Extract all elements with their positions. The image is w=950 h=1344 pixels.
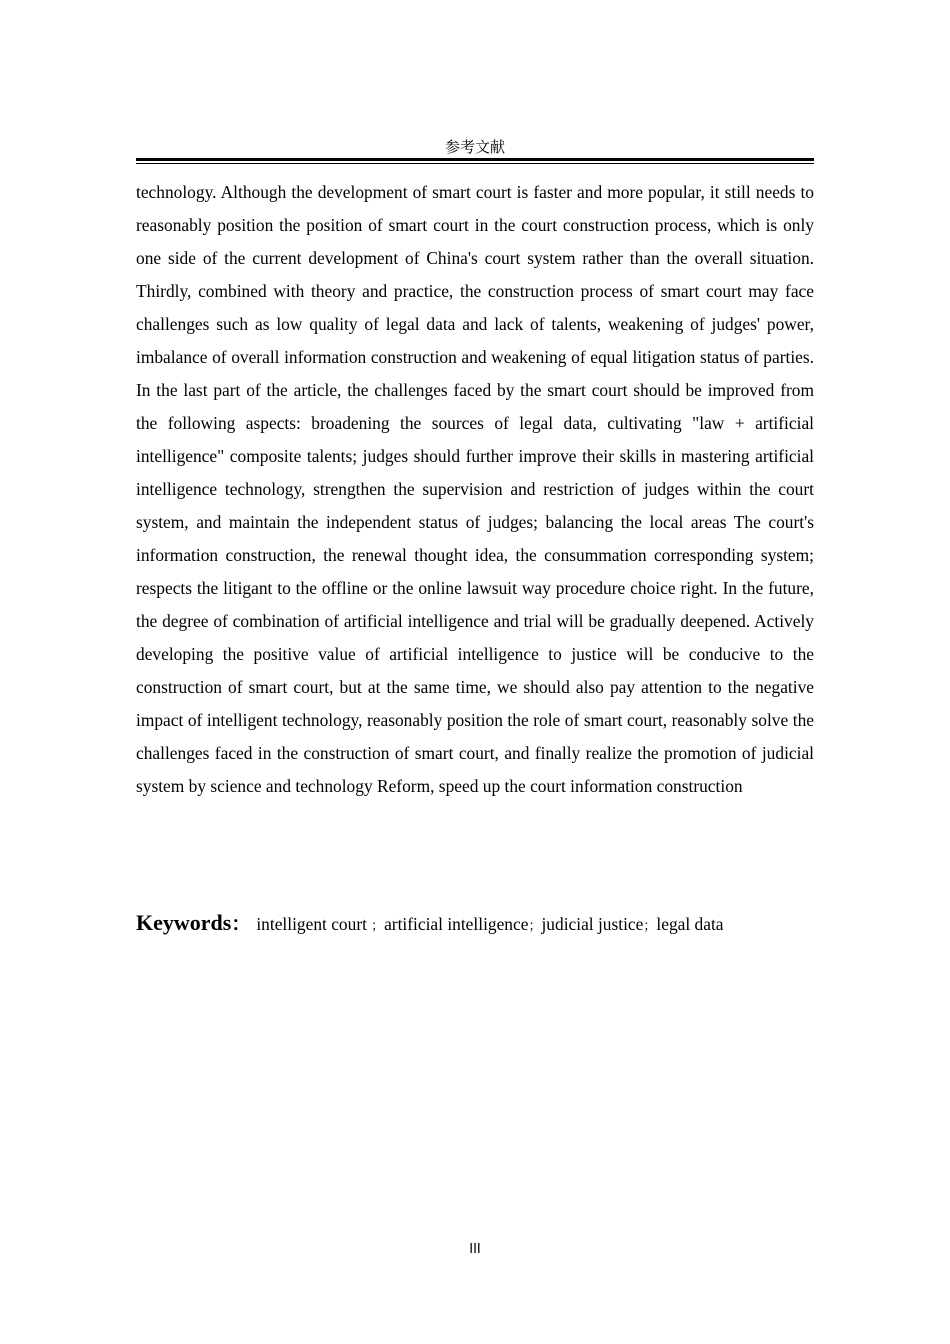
keyword-item: judicial justice	[541, 914, 644, 934]
keyword-separator: ；	[366, 919, 385, 934]
abstract-paragraph: technology. Although the development of smart court is faster and more popular, it still needs to reasonably position the position of smart court in the court construction process, which is only one side of the current development of China's court system rather than the overall situation. Thirdly, combined with theory and practice, the construction process of smart court may face challenges such as low quality of legal data and lack of talents, weakening of judges' power, imbalance of overall information construction and weakening of equal litigation status of parties. In the last part of the article, the challenges faced by the smart court should be improved from the following aspects: broadening the sources of legal data, cultivating "law + artificial intelligence" composite talents; judges should further improve their skills in mastering artificial intelligence technology, strengthen the supervision and restriction of judges within the court system, and maintain the independent status of judges; balancing the local areas The court's information construction, the renewal thought idea, the consummation corresponding system; respects the litigant to the offline or the online lawsuit way procedure choice right. In the future, the degree of combination of artificial intelligence and trial will be gradually deepened. Actively developing the positive value of artificial intelligence to justice will be conducive to the construction of smart court, but at the same time, we should also pay attention to the negative impact of intelligent technology, reasonably position the role of smart court, reasonably solve the challenges faced in the construction of smart court, and finally realize the promotion of judicial system by science and technology Reform, speed up the court information construction	[136, 182, 814, 796]
keyword-item: intelligent court	[256, 914, 367, 934]
keyword-item: legal data	[656, 914, 724, 934]
header-rule-thin	[136, 163, 814, 164]
keyword-item: artificial intelligence	[384, 914, 529, 934]
page-number: III	[469, 1242, 481, 1257]
keyword-separator: ；	[643, 919, 657, 934]
keyword-separator: ；	[528, 919, 542, 934]
header-rule-thick	[136, 158, 814, 161]
keywords-label: Keywords	[136, 910, 232, 935]
keywords-line	[136, 906, 814, 944]
running-header: 参考文献	[444, 138, 505, 156]
keywords-colon: ：	[231, 913, 251, 935]
